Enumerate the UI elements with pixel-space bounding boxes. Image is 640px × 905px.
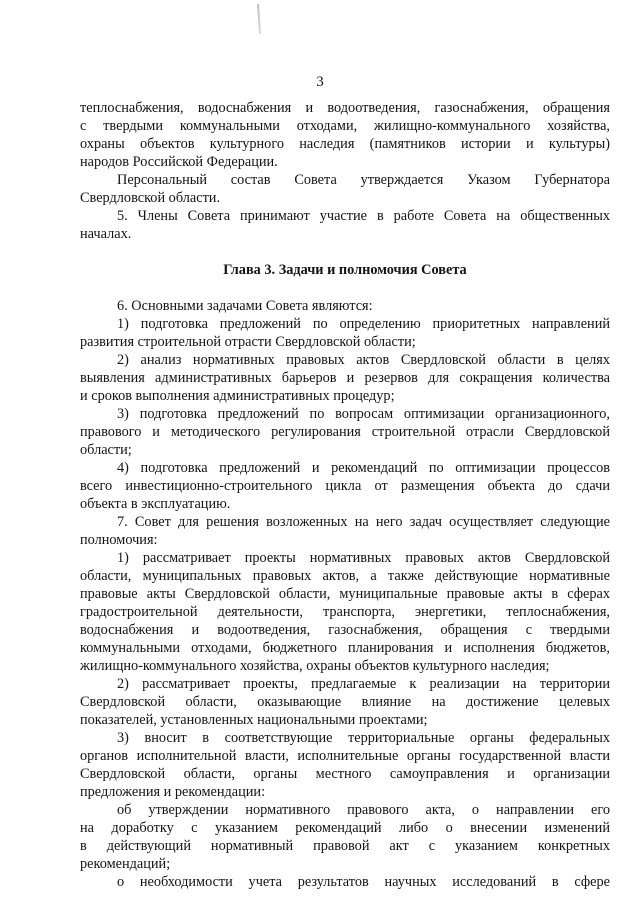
text-line: Персональный состав Совета утверждается Указом Губернатора	[117, 172, 610, 188]
text-line: Свердловской области, оказывающие влияние на достижение целевых	[80, 694, 610, 710]
text-line: 4) подготовка предложений и рекомендаций по оптимизации процессов	[117, 460, 610, 476]
text-line: выявления административных барьеров и резервов для сокращения количества	[80, 370, 610, 386]
text-line: Свердловской области.	[80, 190, 221, 206]
text-line: водоснабжения и водоотведения, газоснабжения, обращения с твердыми	[80, 622, 610, 638]
text-line: 5. Члены Совета принимают участие в работе Совета на общественных	[117, 208, 610, 224]
text-line: на доработку с указанием рекомендаций либо о внесении изменений	[80, 820, 610, 836]
text-line: 2) рассматривает проекты, предлагаемые к реализации на территории	[117, 676, 610, 692]
text-line: 6. Основными задачами Совета являются:	[117, 298, 373, 314]
text-line: теплоснабжения, водоснабжения и водоотведения, газоснабжения, обращения	[80, 100, 610, 116]
text-line: 1) рассматривает проекты нормативных правовых актов Свердловской	[117, 550, 610, 566]
text-line: 3) вносит в соответствующие территориальные органы федеральных	[117, 730, 610, 746]
text-line: показателей, установленных национальными проектами;	[80, 712, 428, 728]
text-line: коммунальными отходами, бюджетного планирования и исполнения бюджетов,	[80, 640, 610, 656]
text-line: началах.	[80, 226, 132, 242]
text-line: народов Российской Федерации.	[80, 154, 278, 170]
text-line: Свердловской области, органы местного самоуправления и организации	[80, 766, 610, 782]
text-line: 2) анализ нормативных правовых актов Свердловской области в целях	[117, 352, 610, 368]
text-line: предложения и рекомендации:	[80, 784, 266, 800]
page-number: 3	[316, 74, 324, 90]
text-line: всего инвестиционно-строительного цикла от размещения объекта до сдачи	[80, 478, 610, 494]
scan-artifact-mark	[257, 4, 261, 34]
text-line: правовые акты Свердловской области, муниципальные правовые акты в сферах	[80, 586, 610, 602]
text-line: правового и методического регулирования строительной отрасли Свердловской	[80, 424, 610, 440]
text-line: градостроительной деятельности, транспорта, энергетики, теплоснабжения,	[80, 604, 610, 620]
text-line: охраны объектов культурного наследия (памятников истории и культуры)	[80, 136, 610, 152]
chapter-heading: Глава 3. Задачи и полномочия Совета	[223, 262, 467, 278]
text-line: полномочия:	[80, 532, 158, 548]
text-line: органов исполнительной власти, исполнительные органы государственной власти	[80, 748, 610, 764]
text-line: рекомендаций;	[80, 856, 171, 872]
text-line: объекта в эксплуатацию.	[80, 496, 231, 512]
text-line: развития строительной отрасти Свердловской области;	[80, 334, 416, 350]
text-line: 7. Совет для решения возложенных на него задач осуществляет следующие	[117, 514, 610, 530]
text-line: об утверждении нормативного правового акта, о направлении его	[117, 802, 610, 818]
text-line: жилищно-коммунального хозяйства, охраны объектов культурного наследия;	[80, 658, 550, 674]
text-line: 3) подготовка предложений по вопросам оптимизации организационного,	[117, 406, 610, 422]
text-line: 1) подготовка предложений по определению приоритетных направлений	[117, 316, 610, 332]
text-line: о необходимости учета результатов научных исследований в сфере	[117, 874, 610, 890]
text-line: области, муниципальных правовых актов, а также действующие нормативные	[80, 568, 610, 584]
text-line: в действующий нормативный правовой акт с указанием конкретных	[80, 838, 610, 854]
text-line: и сроков выполнения административных процедур;	[80, 388, 395, 404]
text-line: области;	[80, 442, 132, 458]
text-line: с твердыми коммунальными отходами, жилищно-коммунального хозяйства,	[80, 118, 610, 134]
